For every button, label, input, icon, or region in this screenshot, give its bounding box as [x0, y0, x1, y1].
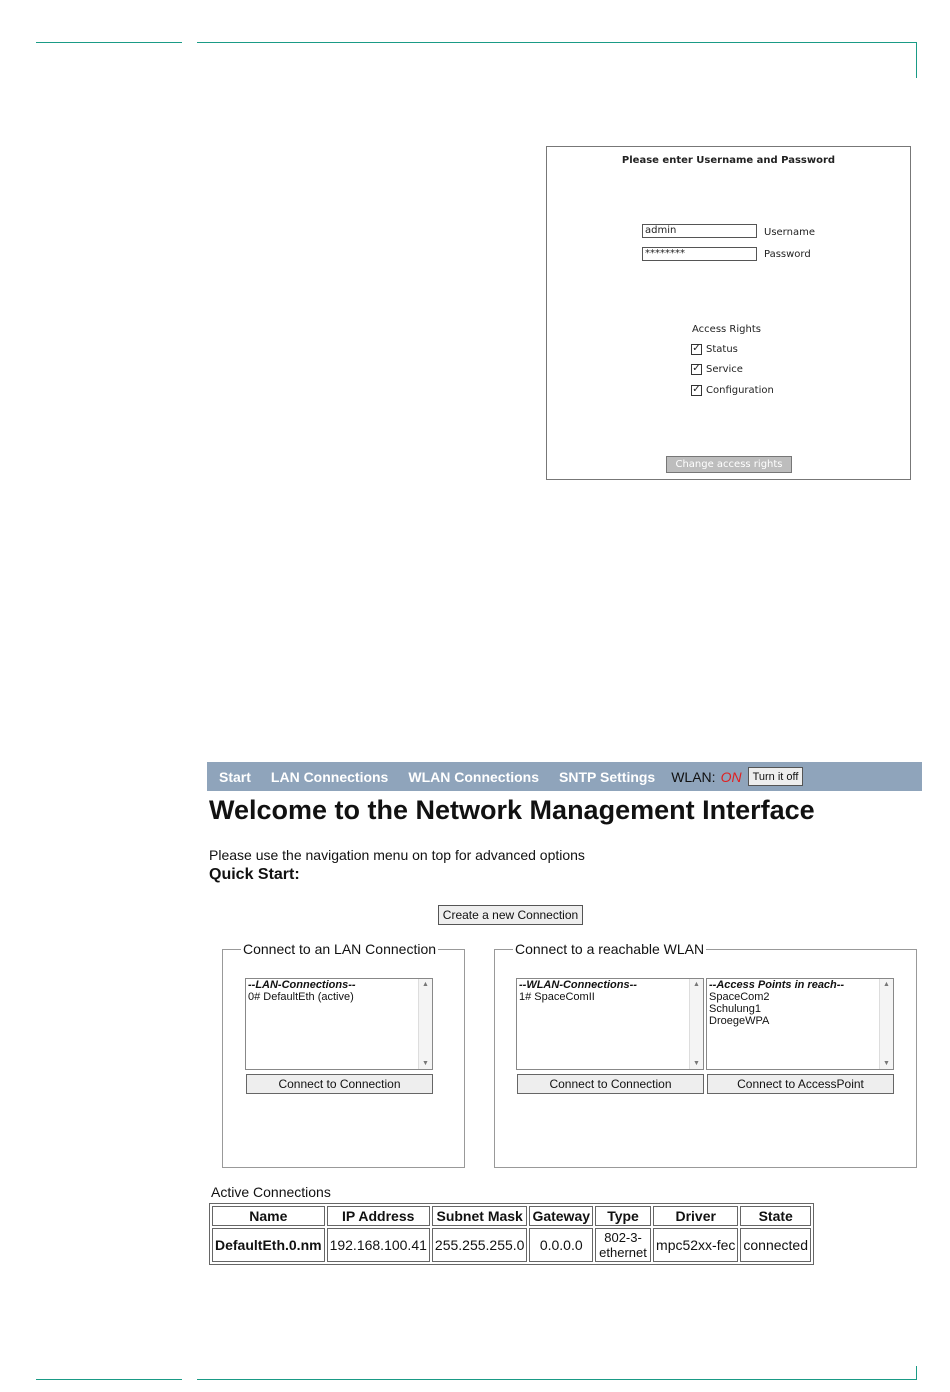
scroll-up-icon[interactable]: ▲	[422, 981, 429, 988]
login-panel	[546, 146, 911, 480]
configuration-checkbox[interactable]: ✓	[692, 384, 701, 395]
wlan-connect-button[interactable]: Connect to Connection	[517, 1074, 704, 1094]
col-subnet-mask: Subnet Mask	[432, 1206, 528, 1226]
table-header-row	[212, 1206, 811, 1226]
configuration-label: Configuration	[706, 385, 774, 396]
top-rule-left	[36, 42, 182, 43]
lan-list-header: --LAN-Connections--	[248, 979, 356, 991]
cell-driver: mpc52xx-fec	[653, 1228, 738, 1262]
username-field[interactable]: admin	[642, 224, 757, 238]
nav-sntp-settings[interactable]: SNTP Settings	[559, 768, 656, 785]
cell-ip-address: 192.168.100.41	[327, 1228, 430, 1262]
change-access-rights-button[interactable]: Change access rights	[666, 456, 792, 473]
username-label: Username	[764, 227, 815, 238]
status-label: Status	[706, 344, 738, 355]
cell-state: connected	[740, 1228, 811, 1262]
nav-lan-connections[interactable]: LAN Connections	[270, 768, 389, 785]
top-rule-corner	[916, 42, 917, 78]
wlan-group-legend: Connect to a reachable WLAN	[515, 941, 705, 957]
login-heading: Please enter Username and Password	[621, 155, 836, 166]
status-checkbox-row[interactable]	[691, 344, 738, 355]
wlan-list-scrollbar[interactable]	[689, 979, 703, 1069]
scroll-down-icon[interactable]: ▼	[422, 1060, 429, 1067]
ap-list-scrollbar[interactable]	[879, 979, 893, 1069]
list-item[interactable]: DroegeWPA	[709, 1015, 770, 1027]
service-checkbox-row[interactable]	[691, 364, 743, 375]
access-points-list[interactable]	[706, 978, 894, 1070]
nav-start[interactable]: Start	[219, 768, 251, 785]
bottom-rule-right	[197, 1379, 917, 1380]
configuration-checkbox-row[interactable]	[691, 385, 774, 396]
password-field[interactable]: ********	[642, 247, 757, 261]
cell-gateway: 0.0.0.0	[529, 1228, 593, 1262]
ap-connect-button[interactable]: Connect to AccessPoint	[707, 1074, 894, 1094]
status-checkbox[interactable]: ✓	[692, 343, 701, 354]
bottom-rule-left	[36, 1379, 182, 1380]
list-item[interactable]: SpaceCom2	[709, 991, 770, 1003]
wlan-connections-list[interactable]	[516, 978, 704, 1070]
active-connections-title: Active Connections	[211, 1184, 331, 1200]
lan-group-legend: Connect to an LAN Connection	[243, 941, 437, 957]
password-label: Password	[764, 249, 811, 260]
access-points-header: --Access Points in reach--	[709, 979, 845, 991]
scroll-down-icon[interactable]: ▼	[883, 1060, 890, 1067]
access-rights-title: Access Rights	[692, 324, 761, 335]
lan-connect-button[interactable]: Connect to Connection	[246, 1074, 433, 1094]
top-rule-right	[197, 42, 917, 43]
bottom-rule-corner	[916, 1366, 917, 1380]
col-ip-address: IP Address	[327, 1206, 430, 1226]
wlan-status: ON	[720, 768, 742, 785]
create-connection-button[interactable]: Create a new Connection	[438, 905, 583, 925]
lan-connections-list[interactable]	[245, 978, 433, 1070]
col-name: Name	[212, 1206, 325, 1226]
nav-wlan-connections[interactable]: WLAN Connections	[408, 768, 540, 785]
scroll-up-icon[interactable]: ▲	[693, 981, 700, 988]
scroll-up-icon[interactable]: ▲	[883, 981, 890, 988]
scroll-down-icon[interactable]: ▼	[693, 1060, 700, 1067]
cell-subnet-mask: 255.255.255.0	[432, 1228, 528, 1262]
lan-list-scrollbar[interactable]	[418, 979, 432, 1069]
wlan-label: WLAN:	[671, 768, 716, 785]
cell-type: 802-3-ethernet	[595, 1228, 651, 1262]
col-state: State	[740, 1206, 811, 1226]
nav-bar	[207, 762, 922, 791]
wlan-list-header: --WLAN-Connections--	[519, 979, 637, 991]
col-type: Type	[595, 1206, 651, 1226]
col-driver: Driver	[653, 1206, 738, 1226]
active-connections-table	[209, 1203, 814, 1265]
page-title: Welcome to the Network Management Interface	[209, 795, 815, 825]
quick-start-heading: Quick Start:	[209, 866, 300, 883]
col-gateway: Gateway	[529, 1206, 593, 1226]
list-item[interactable]: 0# DefaultEth (active)	[248, 991, 354, 1003]
list-item[interactable]: 1# SpaceComII	[519, 991, 595, 1003]
intro-text: Please use the navigation menu on top for advanced options	[209, 847, 585, 863]
table-row	[212, 1228, 811, 1262]
service-label: Service	[706, 364, 743, 375]
cell-name: DefaultEth.0.nm	[212, 1228, 325, 1262]
wlan-toggle-button[interactable]: Turn it off	[748, 767, 804, 786]
list-item[interactable]: Schulung1	[709, 1003, 761, 1015]
service-checkbox[interactable]: ✓	[692, 363, 701, 374]
